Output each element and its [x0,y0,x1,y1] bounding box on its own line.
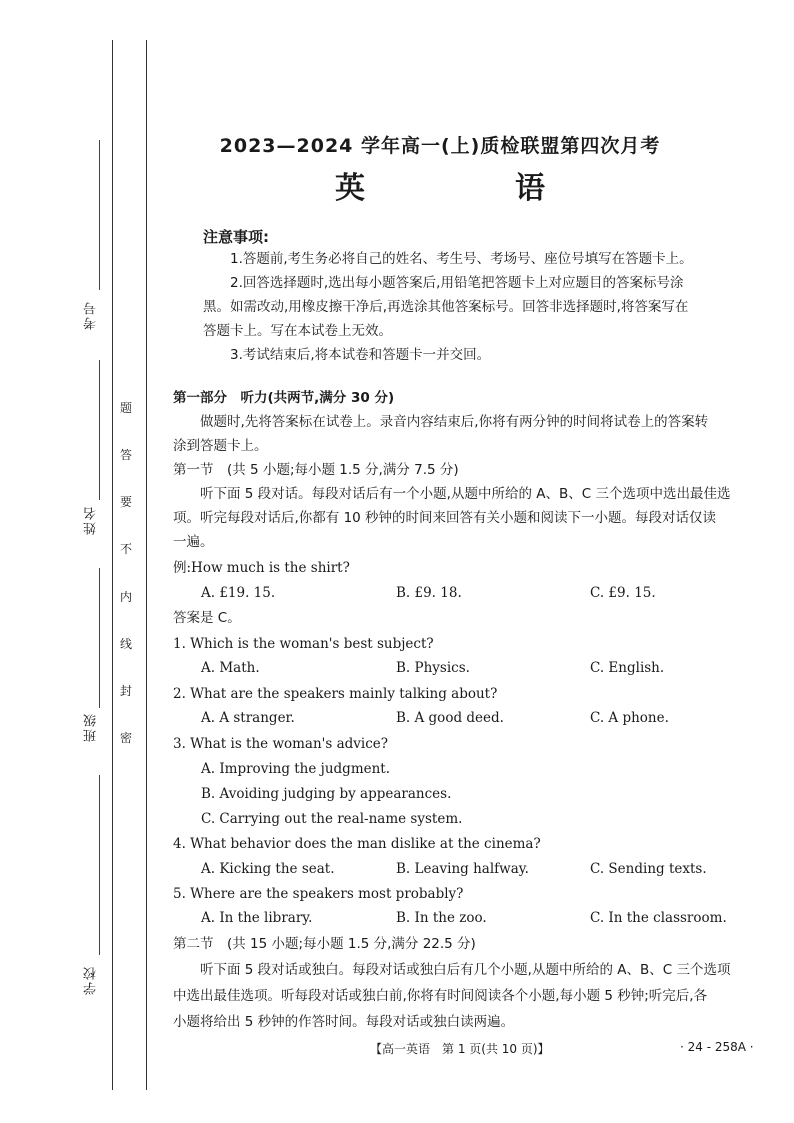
example-question: 例:How much is the shirt? [173,560,350,576]
part1-intro-b: 涂到答题卡上。 [173,438,268,454]
xuexiao-blank[interactable] [99,775,100,955]
notice-line-2c: 答题卡上。写在本试卷上无效。 [203,323,392,339]
subject-title: 英 语 [335,171,605,206]
banji-blank[interactable] [99,568,100,708]
question-4-option-c: C. Sending texts. [590,861,707,877]
section2-instr-a: 听下面 5 段对话或独白。每段对话或独白后有几个小题,从题中所给的 A、B、C 三个选项 [200,962,731,978]
question-1-option-b: B. Physics. [396,660,470,676]
question-4-stem: 4. What behavior does the man dislike at the cinema? [173,836,541,852]
seal-char: 线 [119,637,132,651]
question-5-option-c: C. In the classroom. [590,910,727,926]
seal-char: 封 [119,684,132,698]
example-answer: 答案是 C。 [173,610,241,626]
question-1-stem: 1. Which is the woman's best subject? [173,636,434,652]
question-1-option-c: C. English. [590,660,665,676]
seal-char: 不 [119,542,132,556]
question-5-stem: 5. Where are the speakers most probably? [173,886,464,902]
question-3-option-c: C. Carrying out the real-name system. [201,811,463,827]
question-5-option-b: B. In the zoo. [396,910,487,926]
question-2-option-a: A. A stranger. [201,710,295,726]
banji-label: 班级 [84,712,99,742]
seal-char: 密 [119,731,132,745]
example-option-a: A. £19. 15. [201,585,276,601]
seal-char: 要 [119,495,132,509]
question-3-option-a: A. Improving the judgment. [201,761,391,777]
question-2-option-b: B. A good deed. [396,710,504,726]
page-footer-code: · 24 - 258A · [680,1040,754,1054]
section2-heading: 第二节 (共 15 小题;每小题 1.5 分,满分 22.5 分) [173,936,476,952]
question-1-option-a: A. Math. [201,660,260,676]
section1-instr-c: 一遍。 [173,534,214,550]
question-3-option-b: B. Avoiding judging by appearances. [201,786,452,802]
part1-intro-a: 做题时,先将答案标在试卷上。录音内容结束后,你将有两分钟的时间将试卷上的答案转 [200,414,709,430]
kaohao-label: 考号 [84,300,99,330]
notice-line-2a: 2.回答选择题时,选出每小题答案后,用铅笔把答题卡上对应题目的答案标号涂 [230,275,684,291]
question-3-stem: 3. What is the woman's advice? [173,736,389,752]
seal-char: 内 [119,590,132,604]
section1-instr-a: 听下面 5 段对话。每段对话后有一个小题,从题中所给的 A、B、C 三个选项中选出最佳选 [200,486,731,502]
notice-line-2b: 黑。如需改动,用橡皮擦干净后,再选涂其他答案标号。回答非选择题时,将答案写在 [203,299,689,315]
question-2-option-c: C. A phone. [590,710,669,726]
exam-title: 2023—2024 学年高一(上)质检联盟第四次月考 [219,135,661,157]
section2-instr-c: 小题将给出 5 秒钟的作答时间。每段对话或独白读两遍。 [173,1014,515,1030]
binding-line-outer [112,40,113,1090]
section1-heading: 第一节 (共 5 小题;每小题 1.5 分,满分 7.5 分) [173,462,459,478]
question-2-stem: 2. What are the speakers mainly talking about? [173,686,498,702]
section2-instr-b: 中选出最佳选项。听每段对话或独白前,你将有时间阅读各个小题,每小题 5 秒钟;听完后,各 [173,988,708,1004]
notice-heading: 注意事项: [203,228,269,246]
notice-line-1: 1.答题前,考生务必将自己的姓名、考生号、考场号、座位号填写在答题卡上。 [230,251,693,267]
question-4-option-b: B. Leaving halfway. [396,861,529,877]
xuexiao-label: 学校 [84,965,99,995]
seal-char: 答 [119,448,132,462]
example-option-b: B. £9. 18. [396,585,462,601]
xingming-blank[interactable] [99,360,100,500]
notice-line-3: 3.考试结束后,将本试卷和答题卡一并交回。 [230,347,491,363]
example-option-c: C. £9. 15. [590,585,656,601]
question-5-option-a: A. In the library. [201,910,313,926]
section1-instr-b: 项。听完每段对话后,你都有 10 秒钟的时间来回答有关小题和阅读下一小题。每段对话仅读 [173,510,717,526]
page-footer-label: 【高一英语 第 1 页(共 10 页)】 [370,1042,550,1056]
question-4-option-a: A. Kicking the seat. [201,861,335,877]
kaohao-blank[interactable] [99,140,100,290]
seal-char: 题 [119,401,132,415]
binding-line-inner [146,40,147,1090]
part1-heading: 第一部分 听力(共两节,满分 30 分) [173,390,395,406]
xingming-label: 姓名 [84,505,99,535]
